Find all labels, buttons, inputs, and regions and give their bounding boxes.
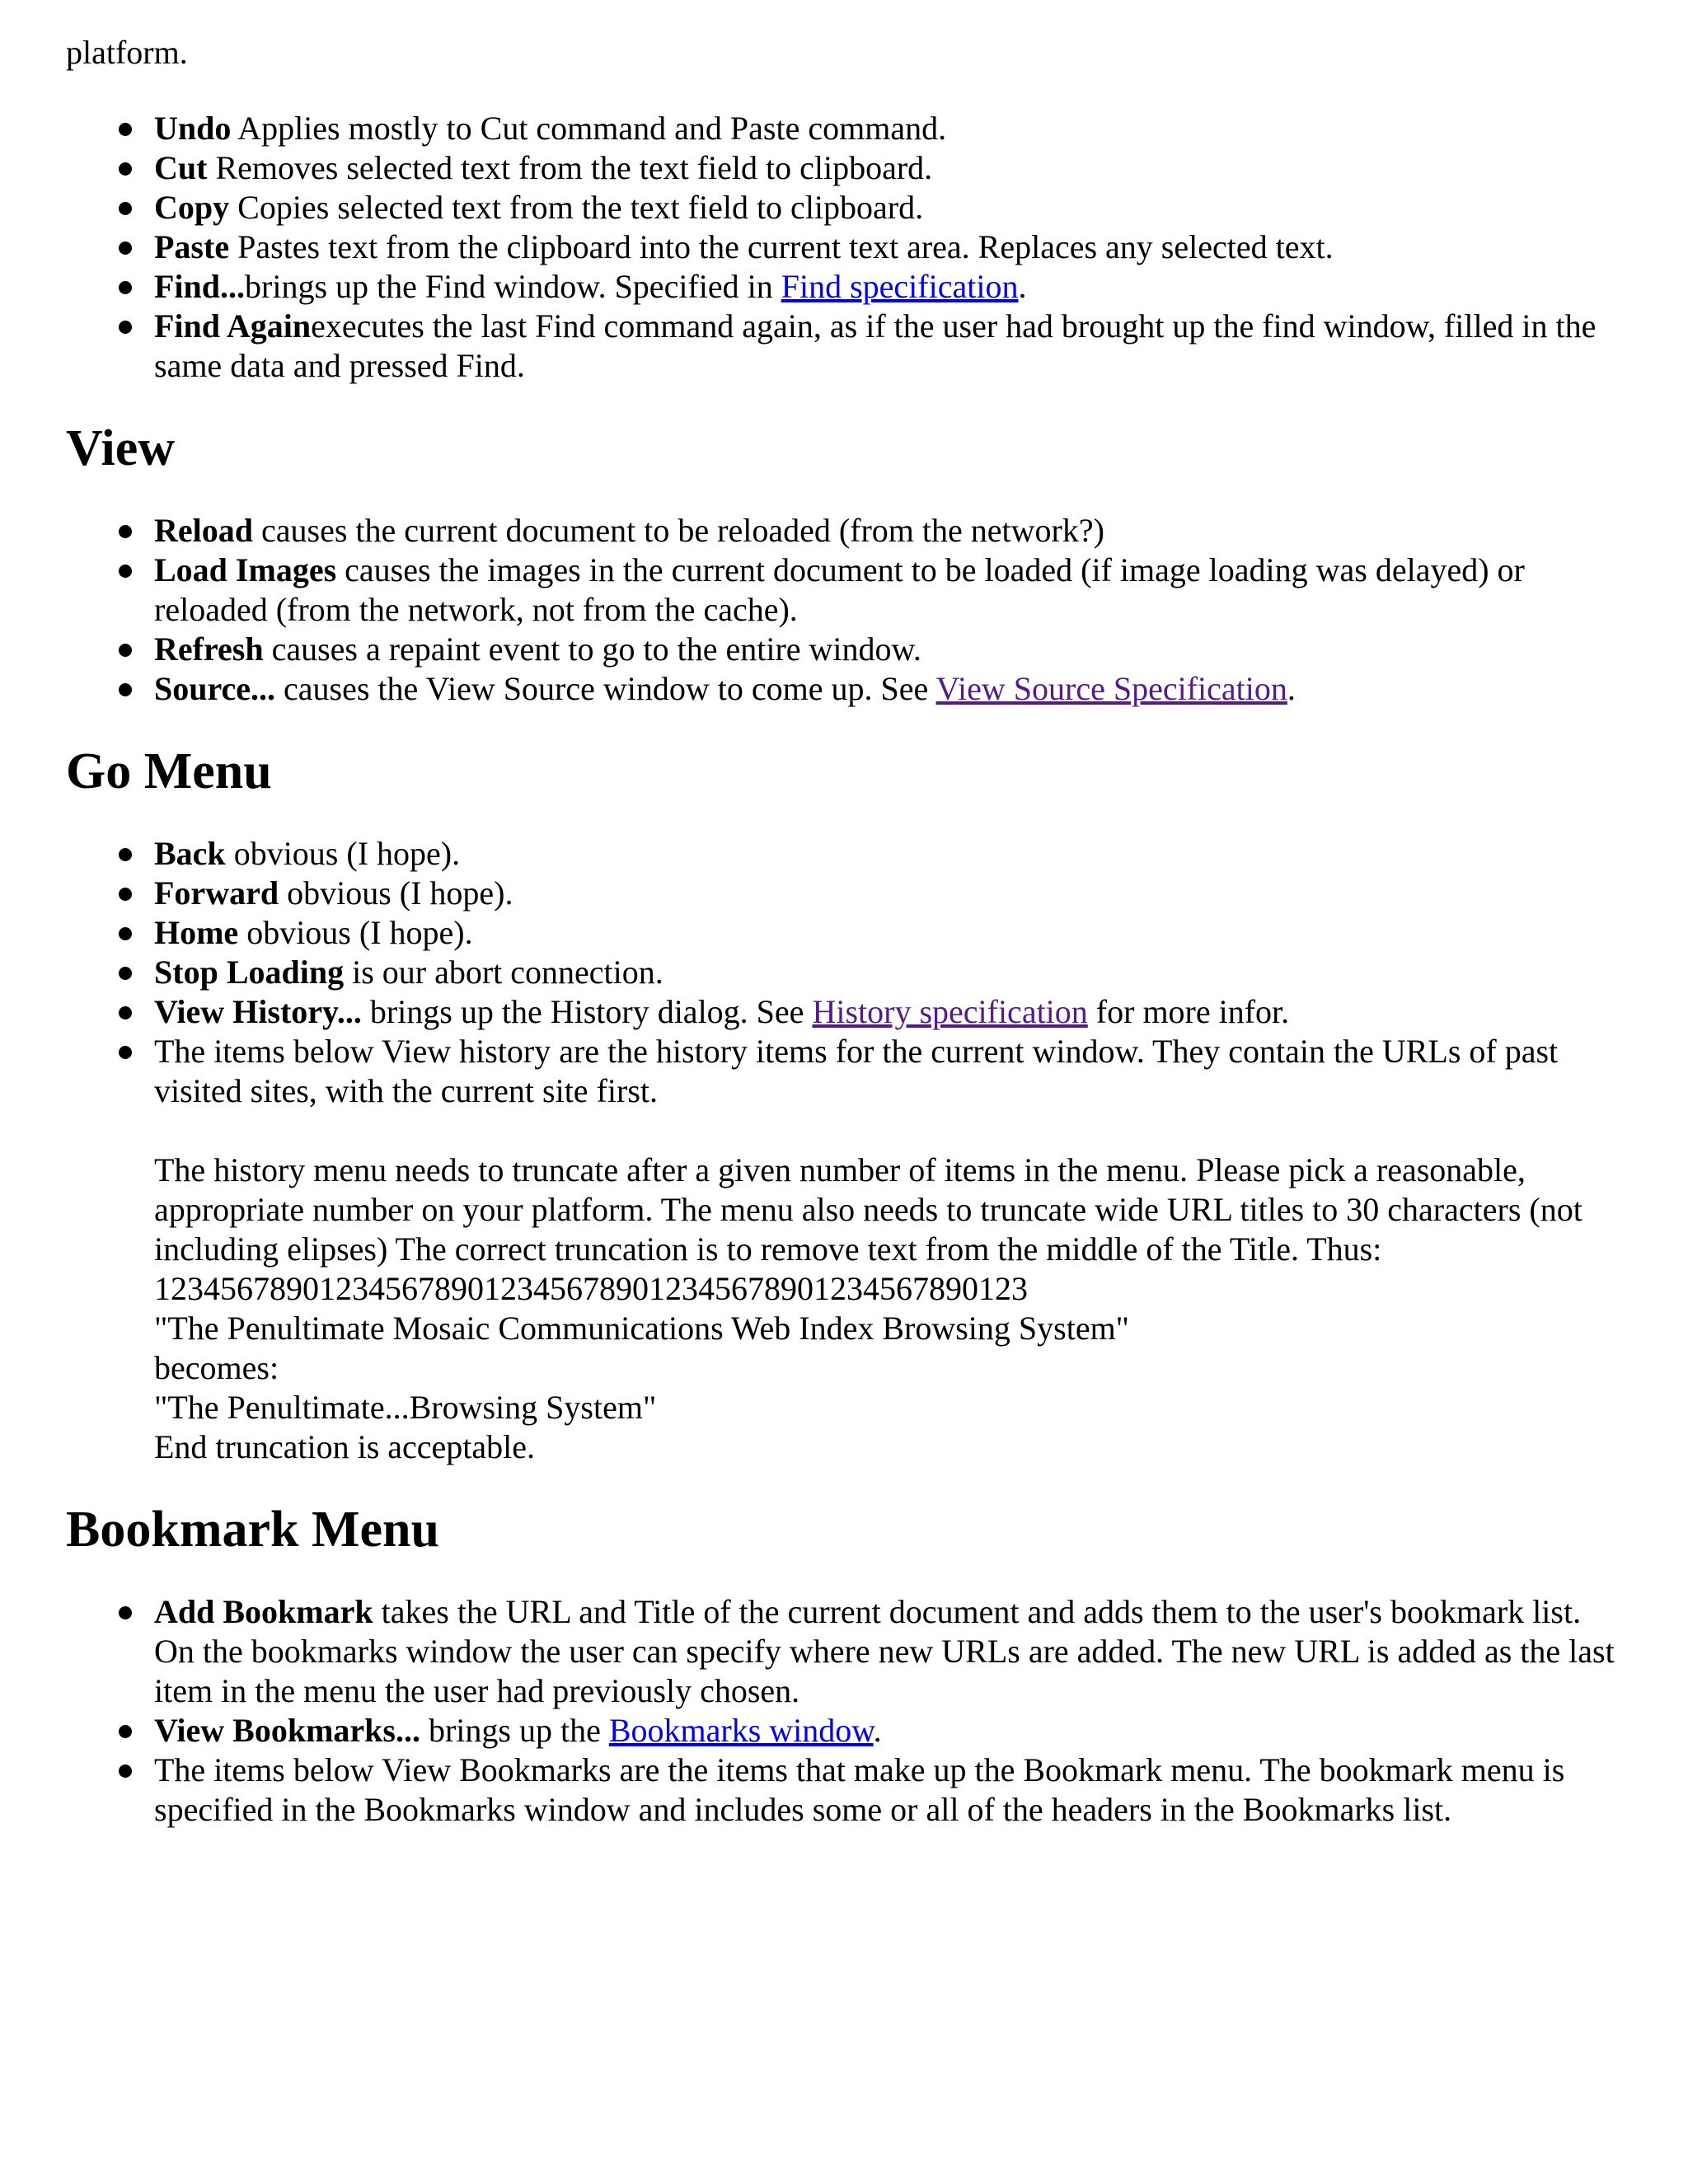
list-item-copy [154, 188, 1622, 227]
item-term: Refresh [154, 630, 264, 668]
item-text: Removes selected text from the text field to clipboard. [207, 149, 933, 186]
list-item-find-again [154, 307, 1622, 386]
history-specification-link[interactable]: History specification [812, 993, 1088, 1030]
bookmark-menu-heading: Bookmark Menu [66, 1502, 439, 1558]
bullet-icon [119, 281, 132, 294]
item-term: Cut [154, 149, 208, 186]
bullet-icon [119, 967, 132, 980]
item-text: causes the View Source window to come up. See [275, 670, 936, 707]
truncation-digits: 12345678901234567890123456789012345678901234567890123 [154, 1270, 1028, 1307]
truncation-becomes: becomes: [154, 1349, 279, 1386]
item-term: Find Again [154, 307, 312, 344]
bullet-icon [119, 1765, 132, 1778]
list-item-bookmark-items [154, 1750, 1622, 1830]
item-text: causes the images in the current document to be loaded (if image loading was delayed) or reloaded (from the network, not from the cache). [154, 551, 1525, 628]
item-text: The items below View Bookmarks are the items that make up the Bookmark menu. The bookmark menu is specified in the Bookmarks window and includes some or all of the headers in the Bookmarks list. [154, 1751, 1565, 1828]
item-term: Find... [154, 268, 246, 305]
list-item-load-images [154, 551, 1622, 630]
list-item-view-bookmarks [154, 1711, 1622, 1750]
bullet-icon [119, 525, 132, 538]
item-term: Source... [154, 670, 276, 707]
item-text: The items below View history are the history items for the current window. They contain the URLs of past visited sites, with the current site first. [154, 1033, 1559, 1109]
truncation-example: "The Penultimate Mosaic Communications Web Index Browsing System" [154, 1310, 1130, 1347]
bookmark-menu-list [66, 1592, 1622, 1830]
item-text: takes the URL and Title of the current document and adds them to the user's bookmark list. On the bookmarks window the user can specify where new URLs are added. The new URL is added as the last item in the menu the user had previously chosen. [154, 1593, 1615, 1709]
item-text: brings up the [420, 1712, 609, 1749]
item-term: Reload [154, 512, 253, 549]
bullet-icon [119, 565, 132, 578]
item-term: Load Images [154, 551, 337, 588]
edit-menu-list [66, 109, 1622, 386]
item-text: obvious (I hope). [279, 874, 513, 912]
list-item-forward [154, 874, 1622, 913]
bullet-icon [119, 1606, 132, 1619]
item-term: View Bookmarks... [154, 1712, 420, 1749]
go-menu-list [66, 834, 1622, 1467]
list-item-history-items [154, 1032, 1622, 1467]
item-text-after: for more infor. [1087, 993, 1290, 1030]
item-term: Stop Loading [154, 954, 345, 991]
item-term: Copy [154, 189, 230, 226]
item-text: Copies selected text from the text field to clipboard. [229, 189, 924, 226]
list-item-back [154, 834, 1622, 874]
item-text: obvious (I hope). [238, 914, 473, 951]
bullet-icon [119, 202, 132, 215]
list-item-paste [154, 227, 1622, 267]
item-text: brings up the Find window. Specified in [245, 268, 781, 305]
item-term: Undo [154, 110, 232, 147]
find-specification-link[interactable]: Find specification [781, 268, 1019, 305]
item-text: causes a repaint event to go to the entire window. [263, 630, 921, 668]
item-text: Applies mostly to Cut command and Paste command. [231, 110, 947, 147]
bullet-icon [119, 644, 132, 657]
list-item-add-bookmark [154, 1592, 1622, 1711]
truncation-result: "The Penultimate...Browsing System" [154, 1389, 657, 1426]
item-term: Add Bookmark [154, 1593, 373, 1630]
view-heading: View [66, 420, 175, 476]
view-menu-list [66, 511, 1622, 709]
item-text: brings up the History dialog. See [361, 993, 813, 1030]
bullet-icon [119, 241, 132, 255]
item-text-after: . [1287, 670, 1296, 707]
list-item-source [154, 669, 1622, 709]
item-term: Home [154, 914, 239, 951]
item-text: Pastes text from the clipboard into the current text area. Replaces any selected text. [229, 228, 1334, 265]
item-term: Back [154, 835, 226, 872]
bullet-icon [119, 1006, 132, 1019]
list-item-stop-loading [154, 953, 1622, 992]
bullet-icon [119, 123, 132, 136]
item-text: executes the last Find command again, as if the user had brought up the find window, filled in the same data and pressed Find. [154, 307, 1597, 384]
list-item-home [154, 913, 1622, 953]
bullet-icon [119, 1046, 132, 1059]
item-text: is our abort connection. [344, 954, 663, 991]
truncation-paragraph: The history menu needs to truncate after a given number of items in the menu. Please pick a reasonable, appropriate number on your platform. The menu also needs to truncate wide URL titles to 30 characters (not including elipses) The correct truncation is to remove text from the middle of the Title. Thus: [154, 1151, 1582, 1268]
list-item-undo [154, 109, 1622, 148]
list-item-refresh [154, 630, 1622, 669]
item-text: obvious (I hope). [225, 835, 461, 872]
bookmarks-window-link[interactable]: Bookmarks window [608, 1712, 874, 1749]
list-item-cut [154, 148, 1622, 188]
item-text-after: . [873, 1712, 882, 1749]
bullet-icon [119, 1725, 132, 1738]
item-term: Forward [154, 874, 279, 912]
bullet-icon [119, 321, 132, 334]
item-text-after: . [1018, 268, 1027, 305]
bullet-icon [119, 683, 132, 696]
intro-text: platform. [66, 34, 188, 71]
truncation-end: End truncation is acceptable. [154, 1428, 536, 1465]
list-item-reload [154, 511, 1622, 551]
bullet-icon [119, 848, 132, 861]
list-item-find [154, 267, 1622, 307]
bullet-icon [119, 888, 132, 901]
go-menu-heading: Go Menu [66, 743, 272, 799]
item-term: View History... [154, 993, 362, 1030]
bullet-icon [119, 927, 132, 940]
list-item-view-history [154, 992, 1622, 1032]
bullet-icon [119, 162, 132, 176]
item-term: Paste [154, 228, 230, 265]
item-text: causes the current document to be reloaded (from the network?) [253, 512, 1104, 549]
view-source-specification-link[interactable]: View Source Specification [935, 670, 1287, 707]
